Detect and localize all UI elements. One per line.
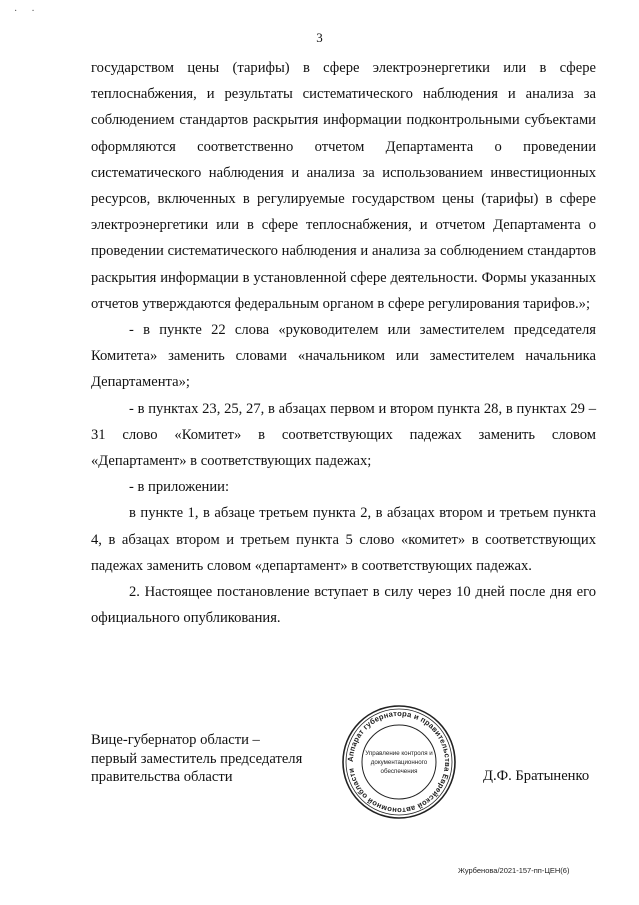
stamp-center-line: Управление контроля и	[365, 750, 433, 757]
official-stamp	[340, 703, 458, 821]
signatory-title-line: Вице-губернатор области –	[91, 732, 260, 748]
stamp-center-line: документационного	[370, 759, 428, 766]
paragraph-point-22: - в пункте 22 слова «руководителем или заместителем председателя Комитета» заменить словами «начальником или заместителем начальника Департамента»;	[91, 322, 596, 391]
paragraph-points-23-31: - в пунктах 23, 25, 27, в абзацах первом и втором пункта 28, в пунктах 29 – 31 слово «Комитет» в соответствующих падежах заменить словом «Департамент» в соответствующих падежах;	[91, 400, 596, 470]
paragraph-appendix-intro: - в приложении:	[129, 479, 230, 496]
stamp-center-line: обеспечения	[380, 768, 418, 775]
signatory-title	[91, 731, 302, 787]
paragraph-continuation: государством цены (тарифы) в сфере электроэнергетики или в сфере теплоснабжения, и результаты систематического наблюдения и анализа за соблюдением стандартов раскрытия информации подконтрольными субъектами оформляются соответственно отчетом Департамента о проведении систематического наблюдения и анализа за использованием инвестиционных ресурсов, включенных в регулируемые государством цены (тарифы) в сфере электроэнергетики или в сфере теплоснабжения, и отчетом Департамента о проведении систематического наблюдения и анализа за соблюдением стандартов раскрытия информации в установленной сфере деятельности. Формы указанных отчетов утверждаются федеральным органом в сфере регулирования тарифов.»;	[91, 60, 596, 312]
paragraph-effective-date: 2. Настоящее постановление вступает в силу через 10 дней после дня его официального опубликования.	[91, 584, 596, 627]
scan-marks: ··	[14, 6, 49, 17]
document-registry-code: Журбенова/2021-157-пп-ЦЕН(6)	[458, 866, 570, 875]
document-body	[91, 55, 596, 631]
signatory-title-line: первый заместитель председателя	[91, 750, 303, 767]
signatory-title-line: правительства области	[91, 769, 233, 785]
paragraph-appendix-changes: в пункте 1, в абзаце третьем пункта 2, в абзацах втором и третьем пункта 4, в абзацах втором и третьем пункта 5 слово «комитет» в соответствующих падежах заменить словом «департамент» в соответствующих падежах.	[91, 505, 596, 574]
signatory-name: Д.Ф. Братыненко	[483, 768, 590, 784]
page-number: 3	[316, 30, 323, 45]
stamp-ring-text: Аппарат губернатора и правительства Еврейской автономной области	[345, 708, 453, 816]
